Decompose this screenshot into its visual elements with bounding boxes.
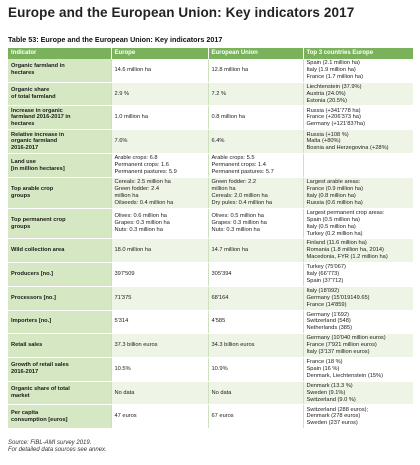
cell-text-line: Macedonia, FYR (1.2 million ha) — [306, 254, 388, 261]
cell-indicator — [8, 310, 111, 334]
cell-indicator — [8, 239, 111, 263]
cell-text-line: Spain (2.1 million ha) — [306, 60, 360, 66]
cell-text-line: 71'375 — [114, 294, 132, 301]
cell-text-line: Denmark (13.3 %) — [306, 382, 353, 389]
table-row — [8, 334, 413, 358]
cell-text-line: Turkey (0.2 million ha) — [306, 230, 363, 237]
annex-note-line: For detailed data sources see annex. — [8, 447, 107, 454]
cell-text-line: Sweden (237 euros) — [306, 420, 358, 427]
cell-europe — [111, 59, 208, 82]
cell-text-line: 67 euros — [211, 413, 234, 420]
table-row — [8, 208, 413, 239]
cell-text-line: Top arable crop — [11, 186, 54, 193]
cell-text-line: Producers [no.] — [11, 271, 54, 278]
cell-text-line: 10.9% — [211, 365, 228, 372]
cell-text-line: France (7'921 million euros) — [306, 342, 377, 349]
cell-europe — [111, 106, 208, 130]
cell-europe — [111, 310, 208, 334]
cell-indicator — [8, 334, 111, 358]
table-row — [8, 106, 413, 130]
cell-europe — [111, 381, 208, 405]
cell-european-union — [208, 178, 303, 209]
cell-text-line: Permanent crops: 1.4 — [211, 162, 266, 169]
table-row — [8, 239, 413, 263]
cell-europe — [111, 334, 208, 358]
cell-text-line: 6.4% — [211, 138, 225, 145]
cell-european-union — [208, 239, 303, 263]
cell-text-line: Organic share of total — [11, 386, 70, 393]
cell-text-line: 12.8 million ha — [211, 66, 249, 73]
cell-text-line: 18.0 million ha — [114, 247, 152, 254]
cell-text-line: 10.5% — [114, 365, 131, 372]
page-title: Europe and the European Union: Key indicators 2017 — [8, 5, 355, 20]
table-row — [8, 59, 413, 82]
cell-text-line: hectares — [11, 70, 35, 77]
cell-text-line: Relative increase in — [11, 131, 65, 138]
cell-text-line: consumption [euros] — [11, 416, 68, 423]
cell-text-line: Oilseeds: 0.4 million ha — [114, 199, 174, 206]
cell-text-line: Spain (37'712) — [306, 277, 344, 284]
cell-text-line: France (0.9 million ha) — [306, 186, 364, 193]
cell-text-line: Switzerland (548) — [306, 318, 351, 325]
cell-text-line: Olives: 0.6 million ha — [114, 213, 167, 220]
cell-text-line: Romania (1.8 million ha, 2014) — [306, 247, 384, 254]
cell-top3 — [303, 106, 413, 130]
cell-indicator — [8, 154, 111, 178]
cell-top3 — [303, 59, 413, 82]
cell-text-line: Green fodder: 2.2 — [211, 179, 257, 186]
cell-europe — [111, 286, 208, 310]
table-caption: Table 53: Europe and the European Union: Key indicators 2017 — [8, 35, 223, 44]
cell-top3 — [303, 208, 413, 239]
cell-text-line: Largest permanent crop areas: — [306, 209, 385, 216]
cell-text-line: Green fodder: 2.4 — [114, 186, 160, 193]
cell-european-union — [208, 130, 303, 154]
cell-text-line: 2016-2017 — [11, 145, 39, 152]
cell-text-line: organic farmland — [11, 138, 58, 145]
cell-european-union — [208, 358, 303, 382]
cell-text-line: No data — [114, 389, 135, 396]
cell-top3 — [303, 286, 413, 310]
cell-text-line: 4'585 — [211, 318, 226, 325]
cell-indicator — [8, 208, 111, 239]
cell-text-line: Spain (16 %) — [306, 365, 340, 372]
cell-text-line: 34.3 billion euros — [211, 342, 255, 349]
cell-european-union — [208, 381, 303, 405]
cell-text-line: farmland 2016-2017 in — [11, 114, 71, 121]
indicators-table — [8, 48, 414, 429]
cell-text-line: Italy (3'137 million euros) — [306, 349, 370, 356]
cell-text-line: Permanent pastures: 5.7 — [211, 169, 274, 176]
cell-text-line: 14.6 million ha — [114, 66, 152, 73]
cell-top3 — [303, 334, 413, 358]
cell-text-line: 2016-2017 — [11, 369, 39, 376]
cell-text-line: Bosnia and Herzegovina (+28%) — [306, 145, 389, 152]
cell-text-line: Land use — [11, 158, 36, 165]
cell-text-line: Liechtenstein (37.9%) — [306, 83, 362, 90]
table-row — [8, 154, 413, 178]
cell-text-line: 1.0 million ha — [114, 114, 149, 121]
cell-top3 — [303, 178, 413, 209]
cell-top3 — [303, 154, 413, 178]
cell-text-line: Grapes: 0.3 million ha — [211, 220, 267, 227]
cell-text-line: Growth of retail sales — [11, 362, 69, 369]
cell-text-line: Nuts: 0.3 million ha — [211, 227, 260, 234]
cell-european-union — [208, 208, 303, 239]
cell-text-line: Italy (0.8 million ha) — [306, 192, 356, 199]
cell-top3 — [303, 130, 413, 154]
cell-top3 — [303, 381, 413, 405]
cell-europe — [111, 239, 208, 263]
cell-text-line: Grapes: 0.3 million ha — [114, 220, 170, 227]
cell-text-line: 397'509 — [114, 271, 135, 278]
source-line: Source: FiBL-AMI survey 2019. — [8, 440, 92, 446]
cell-text-line: Denmark (278 euros) — [306, 413, 361, 420]
cell-text-line: Retail sales — [11, 342, 43, 349]
cell-text-line: France (14'859) — [306, 301, 347, 308]
cell-european-union — [208, 59, 303, 82]
cell-text-line: Top permanent crop — [11, 216, 66, 223]
cell-text-line: No data — [211, 389, 232, 396]
cell-text-line: 305'394 — [211, 271, 232, 278]
cell-text-line: Wild collection area — [11, 247, 65, 254]
cell-text-line: 37.3 billion euros — [114, 342, 158, 349]
column-header-european-union: European Union — [208, 48, 303, 59]
cell-text-line: Switzerland (9.0 %) — [306, 396, 356, 403]
cell-text-line: Germany (10'040 million euros) — [306, 335, 386, 342]
cell-europe — [111, 358, 208, 382]
cell-text-line: Italy (1.9 million ha) — [306, 66, 356, 73]
table-row — [8, 263, 413, 287]
indicators-table-container — [8, 48, 413, 429]
cell-text-line: Processors [no.] — [11, 294, 56, 301]
cell-text-line: Per capita — [11, 410, 39, 417]
cell-text-line: Largest arable areas: — [306, 179, 361, 186]
cell-text-line: Turkey (75'067) — [306, 264, 346, 271]
cell-text-line: Austria (24.0%) — [306, 90, 346, 97]
column-header-indicator: Indicator — [8, 48, 111, 59]
cell-european-union — [208, 263, 303, 287]
cell-text-line: 2.9 % — [114, 90, 130, 97]
cell-europe — [111, 130, 208, 154]
table-row — [8, 82, 413, 106]
cell-text-line: France (18 %) — [306, 359, 343, 365]
table-row — [8, 381, 413, 405]
cell-europe — [111, 82, 208, 106]
cell-text-line: Italy (18'092) — [306, 287, 340, 294]
cell-european-union — [208, 82, 303, 106]
cell-text-line: Arable crops: 5.5 — [211, 155, 255, 162]
cell-top3 — [303, 263, 413, 287]
table-row — [8, 286, 413, 310]
cell-text-line: Cereals: 2.0 million ha — [211, 192, 268, 199]
cell-europe — [111, 154, 208, 178]
cell-text-line: Organic farmland in — [11, 63, 65, 70]
cell-indicator — [8, 358, 111, 382]
cell-indicator — [8, 130, 111, 154]
table-row — [8, 310, 413, 334]
cell-text-line: [in million hectares] — [11, 165, 65, 172]
cell-text-line: Italy (66'773) — [306, 271, 340, 278]
cell-text-line: groups — [11, 192, 31, 199]
cell-text-line: Switzerland (288 euros); — [306, 406, 369, 413]
cell-text-line: Germany (15'019149.65) — [306, 294, 370, 301]
cell-text-line: 5'314 — [114, 318, 129, 325]
cell-text-line: 0.8 million ha — [211, 114, 246, 121]
cell-indicator — [8, 82, 111, 106]
cell-indicator — [8, 405, 111, 429]
table-row — [8, 178, 413, 209]
cell-european-union — [208, 154, 303, 178]
cell-europe — [111, 208, 208, 239]
cell-text-line: Estonia (20.5%) — [306, 97, 347, 104]
cell-text-line: Italy (0.5 million ha) — [306, 223, 356, 230]
cell-european-union — [208, 106, 303, 130]
cell-text-line: Germany (1'692) — [306, 311, 349, 318]
cell-text-line: Russia (0.6 million ha) — [306, 199, 363, 206]
table-body — [8, 59, 413, 429]
cell-text-line: Germany (+121'837ha) — [306, 121, 365, 128]
cell-european-union — [208, 310, 303, 334]
cell-text-line: Russia (+341'778 ha) — [306, 107, 361, 114]
cell-text-line: Permanent crops: 1.6 — [114, 162, 169, 169]
cell-top3 — [303, 405, 413, 429]
cell-text-line: France (1.7 million ha) — [306, 73, 364, 80]
cell-text-line: million ha — [114, 192, 139, 199]
cell-text-line: Nuts: 0.3 million ha — [114, 227, 163, 234]
cell-text-line: Olives: 0.5 million ha — [211, 213, 264, 220]
cell-text-line: Arable crops: 6.8 — [114, 155, 158, 162]
cell-text-line: hectares — [11, 121, 35, 128]
cell-text-line: 7.6% — [114, 138, 128, 145]
cell-text-line: Dry pules: 0.4 million ha — [211, 199, 273, 206]
column-header-europe: Europe — [111, 48, 208, 59]
cell-text-line: of total farmland — [11, 94, 56, 101]
cell-text-line: 7.2 % — [211, 90, 227, 97]
cell-europe — [111, 263, 208, 287]
cell-top3 — [303, 82, 413, 106]
cell-text-line: 68'164 — [211, 294, 229, 301]
cell-text-line: Sweden (9.1%) — [306, 389, 346, 396]
cell-european-union — [208, 334, 303, 358]
cell-text-line: Finland (11.6 million ha) — [306, 240, 367, 247]
cell-europe — [111, 405, 208, 429]
cell-europe — [111, 178, 208, 209]
table-header-row — [8, 48, 413, 59]
table-row — [8, 358, 413, 382]
cell-text-line: Malta (+80%) — [306, 138, 341, 145]
cell-text-line: Organic share — [11, 87, 50, 94]
cell-text-line: million ha — [211, 186, 236, 193]
cell-top3 — [303, 239, 413, 263]
cell-indicator — [8, 286, 111, 310]
table-row — [8, 405, 413, 429]
cell-text-line: Spain (0.5 million ha) — [306, 216, 360, 223]
cell-indicator — [8, 381, 111, 405]
cell-top3 — [303, 310, 413, 334]
cell-indicator — [8, 263, 111, 287]
cell-european-union — [208, 405, 303, 429]
cell-text-line: 14.7 million ha — [211, 247, 249, 254]
cell-indicator — [8, 59, 111, 82]
cell-text-line: Increase in organic — [11, 107, 63, 114]
cell-text-line: Denmark, Liechtenstein (15%) — [306, 372, 384, 379]
cell-text-line: Importers [no.] — [11, 318, 52, 325]
cell-text-line: Cereals: 2.5 million ha — [114, 179, 171, 186]
cell-text-line: Permanent pastures: 5.9 — [114, 169, 177, 176]
cell-text-line: groups — [11, 223, 31, 230]
cell-text-line: market — [11, 393, 30, 400]
table-row — [8, 130, 413, 154]
source-note — [8, 440, 107, 455]
cell-text-line: 47 euros — [114, 413, 137, 420]
cell-european-union — [208, 286, 303, 310]
cell-top3 — [303, 358, 413, 382]
cell-text-line: Russia (+108 %) — [306, 131, 349, 138]
cell-text-line: France (+206'373 ha) — [306, 114, 361, 121]
cell-indicator — [8, 106, 111, 130]
column-header-top3: Top 3 countries Europe — [303, 48, 413, 59]
cell-indicator — [8, 178, 111, 209]
cell-text-line: Netherlands (385) — [306, 325, 353, 332]
